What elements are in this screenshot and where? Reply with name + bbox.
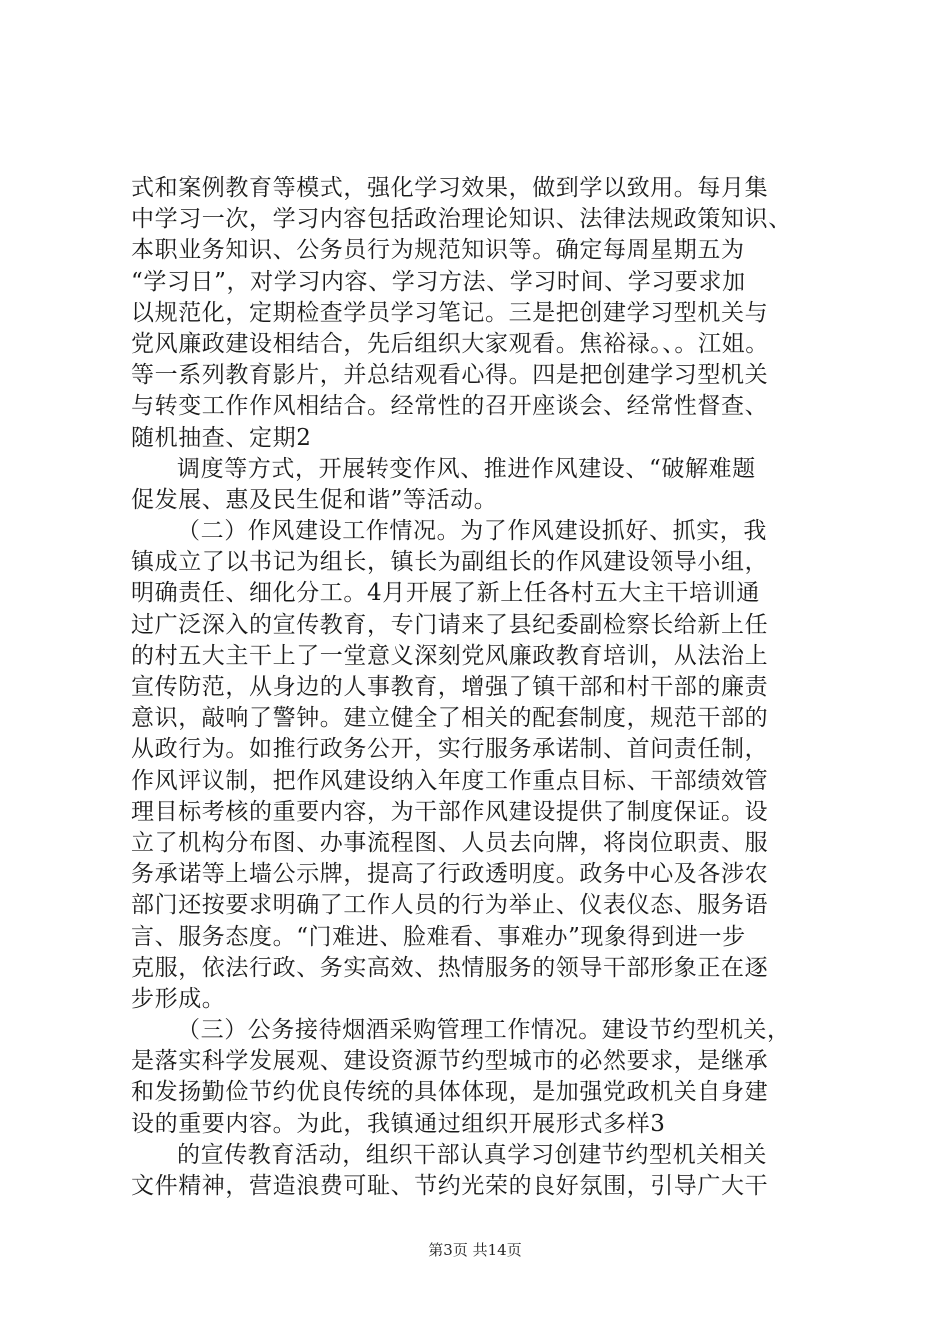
text-line: 与转变工作作风相结合。经常性的召开座谈会、经常性督查、 (131, 393, 769, 420)
page-footer: 第3页 共14页 (428, 1241, 522, 1259)
text-line: 促发展、惠及民生促和谐”等活动。 (131, 486, 498, 513)
text-line: 以规范化，定期检查学员学习笔记。三是把创建学习型机关与 (131, 299, 769, 326)
text-line: 从政行为。如推行政务公开，实行服务承诺制、首问责任制， (131, 736, 769, 763)
document-body (131, 173, 831, 1202)
text-line: 务承诺等上墙公示牌，提高了行政透明度。政务中心及各涉农 (131, 861, 769, 888)
text-line: 克服，依法行政、务实高效、热情服务的领导干部形象正在逐 (131, 954, 769, 981)
text-line: 立了机构分布图、办事流程图、人员去向牌，将岗位职责、服 (131, 829, 769, 856)
text-line: 的村五大主干上了一堂意义深刻党风廉政教育培训，从法治上 (131, 642, 769, 669)
text-line: 明确责任、细化分工。4月开展了新上任各村五大主干培训通 (131, 580, 760, 607)
text-line: 党风廉政建设相结合，先后组织大家观看。焦裕禄。、。江姐。 (131, 330, 769, 357)
text-line: 中学习一次，学习内容包括政治理论知识、法律法规政策知识、 (131, 206, 792, 233)
text-line: （三）公务接待烟酒采购管理工作情况。建设节约型机关， (177, 1017, 791, 1044)
text-line: 意识，敲响了警钟。建立健全了相关的配套制度，规范干部的 (131, 705, 769, 732)
text-line: 是落实科学发展观、建设资源节约型城市的必然要求，是继承 (131, 1048, 769, 1075)
text-line: （二）作风建设工作情况。为了作风建设抓好、抓实，我 (177, 518, 767, 545)
text-line: 和发扬勤俭节约优良传统的具体体现，是加强党政机关自身建 (131, 1079, 769, 1106)
text-line: 调度等方式，开展转变作风、推进作风建设、“破解难题 (177, 455, 756, 482)
text-line: 设的重要内容。为此，我镇通过组织开展形式多样3 (131, 1110, 666, 1137)
text-line: 等一系列教育影片，并总结观看心得。四是把创建学习型机关 (131, 362, 769, 389)
text-line: 式和案例教育等模式，强化学习效果，做到学以致用。每月集 (131, 175, 769, 201)
text-line: 理目标考核的重要内容，为干部作风建设提供了制度保证。设 (131, 798, 769, 825)
text-line: 步形成。 (131, 985, 226, 1012)
text-line: 随机抽查、定期2 (131, 424, 312, 451)
text-line: 宣传防范，从身边的人事教育，增强了镇干部和村干部的廉责 (131, 674, 769, 700)
text-line: 镇成立了以书记为组长，镇长为副组长的作风建设领导小组， (131, 549, 769, 576)
text-line: 文件精神，营造浪费可耻、节约光荣的良好氛围，引导广大干 (131, 1173, 769, 1199)
text-line: 过广泛深入的宣传教育，专门请来了县纪委副检察长给新上任 (131, 611, 769, 638)
text-line: 本职业务知识、公务员行为规范知识等。确定每周星期五为 (131, 237, 745, 264)
text-line: 的宣传教育活动，组织干部认真学习创建节约型机关相关 (177, 1141, 767, 1168)
text-line: 言、服务态度。“门难进、脸难看、事难办”现象得到进一步 (131, 923, 746, 950)
text-line: “学习日”，对学习内容、学习方法、学习时间、学习要求加 (131, 268, 746, 295)
text-line: 作风评议制，把作风建设纳入年度工作重点目标、干部绩效管 (131, 767, 769, 794)
text-line: 部门还按要求明确了工作人员的行为举止、仪表仪态、服务语 (131, 892, 769, 919)
